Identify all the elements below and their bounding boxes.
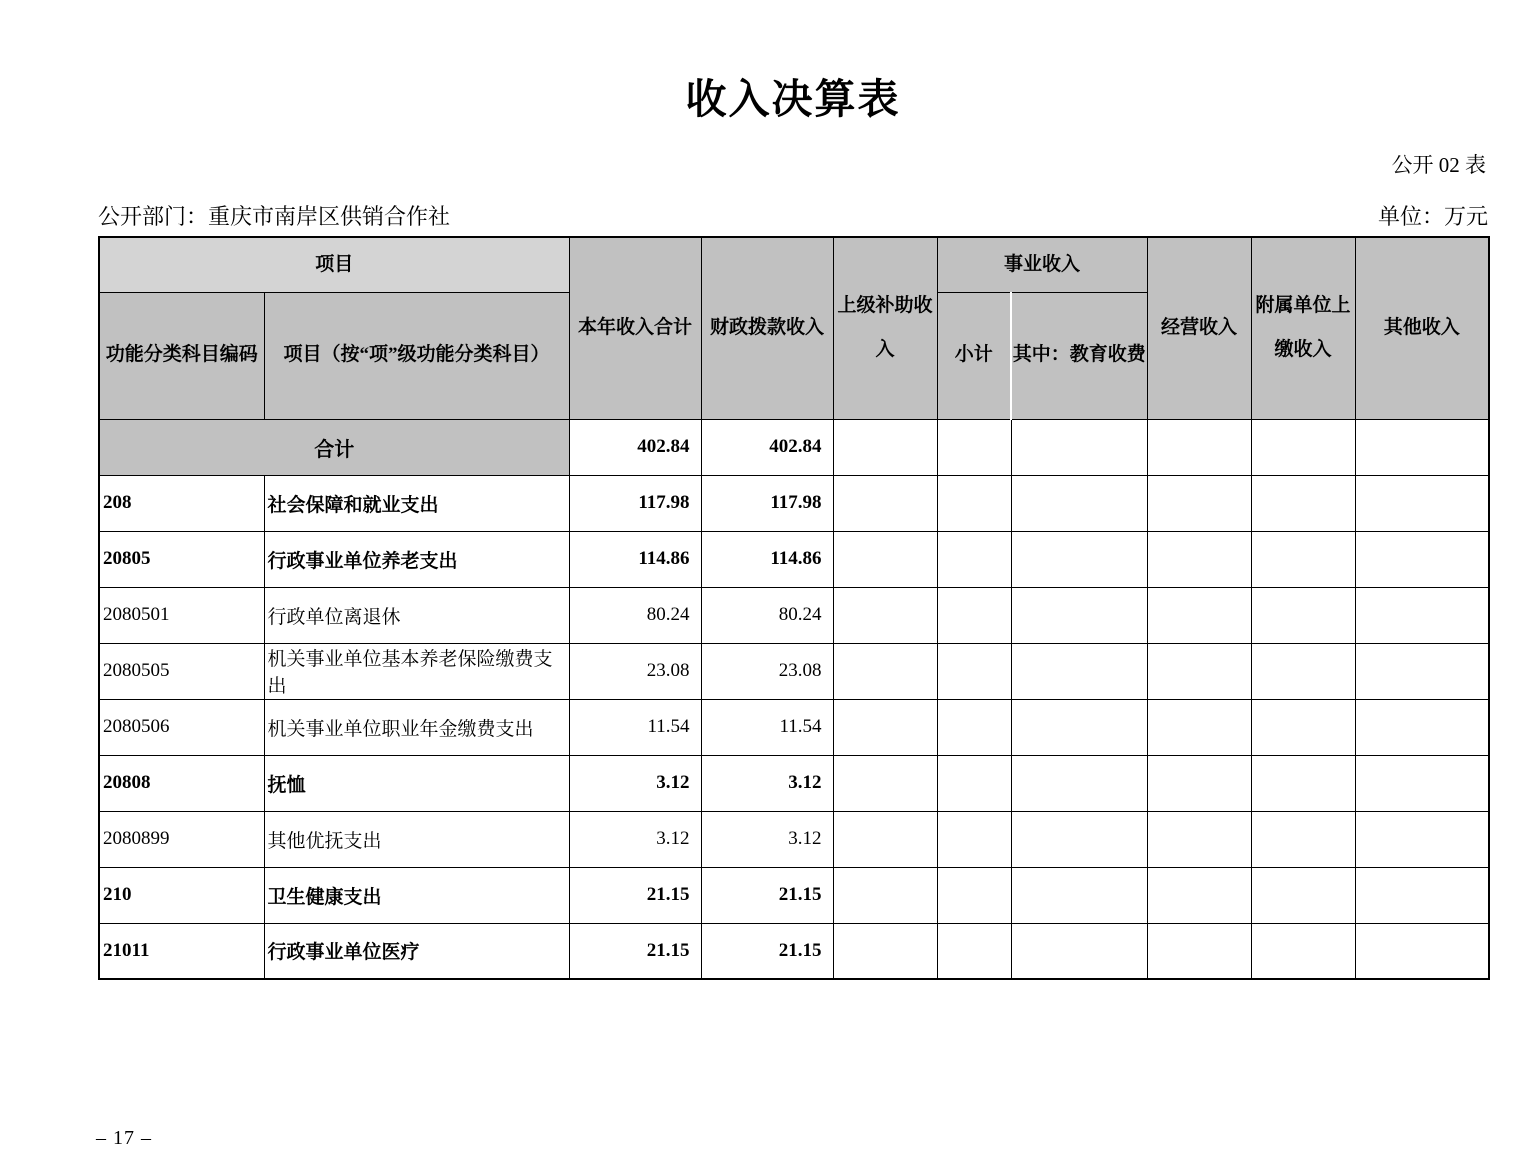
total-row: [99, 419, 1489, 475]
empty-cell: [1251, 699, 1355, 755]
empty-cell: [1355, 475, 1489, 531]
row-name: 行政事业单位养老支出: [264, 531, 569, 587]
row-name: 机关事业单位职业年金缴费支出: [264, 699, 569, 755]
empty-cell: [833, 755, 937, 811]
empty-cell: [1355, 643, 1489, 699]
row-code: 210: [99, 867, 264, 923]
empty-cell: [937, 587, 1011, 643]
row-annual-total: 23.08: [569, 643, 701, 699]
empty-cell: [833, 643, 937, 699]
empty-cell: [1251, 531, 1355, 587]
empty-cell: [937, 699, 1011, 755]
header-row-1: [99, 237, 1489, 292]
row-annual-total: 21.15: [569, 867, 701, 923]
row-code: 2080899: [99, 811, 264, 867]
empty-cell: [1355, 587, 1489, 643]
empty-cell: [937, 755, 1011, 811]
empty-cell: [1011, 419, 1147, 475]
empty-cell: [1355, 811, 1489, 867]
row-code: 208: [99, 475, 264, 531]
empty-cell: [1147, 419, 1251, 475]
table-row: [99, 587, 1489, 643]
empty-cell: [1147, 587, 1251, 643]
empty-cell: [833, 867, 937, 923]
empty-cell: [937, 923, 1011, 979]
empty-cell: [1251, 419, 1355, 475]
empty-cell: [937, 419, 1011, 475]
empty-cell: [937, 531, 1011, 587]
row-code: 21011: [99, 923, 264, 979]
row-fiscal: 117.98: [701, 475, 833, 531]
empty-cell: [1011, 811, 1147, 867]
table-row: [99, 699, 1489, 755]
empty-cell: [1011, 475, 1147, 531]
page-title: 收入决算表: [685, 76, 901, 122]
row-name: 抚恤: [264, 755, 569, 811]
table-row: [99, 475, 1489, 531]
department-label: 公开部门：重庆市南岸区供销合作社: [98, 204, 451, 230]
empty-cell: [1011, 587, 1147, 643]
empty-cell: [937, 475, 1011, 531]
empty-cell: [1147, 755, 1251, 811]
empty-cell: [1147, 811, 1251, 867]
empty-cell: [1147, 531, 1251, 587]
empty-cell: [1251, 643, 1355, 699]
row-annual-total: 3.12: [569, 755, 701, 811]
header-education-fee: 其中：教育收费: [1011, 292, 1147, 419]
row-name: 其他优抚支出: [264, 811, 569, 867]
empty-cell: [833, 419, 937, 475]
empty-cell: [1251, 755, 1355, 811]
header-item-name: 项目（按“项”级功能分类科目）: [264, 292, 569, 419]
header-business-income-group: 事业收入: [937, 237, 1147, 292]
empty-cell: [1011, 923, 1147, 979]
row-name: 行政单位离退休: [264, 587, 569, 643]
empty-cell: [833, 699, 937, 755]
empty-cell: [833, 811, 937, 867]
empty-cell: [1355, 923, 1489, 979]
row-code: 2080501: [99, 587, 264, 643]
table-row: [99, 531, 1489, 587]
row-code: 2080505: [99, 643, 264, 699]
empty-cell: [1355, 419, 1489, 475]
table-row: [99, 643, 1489, 699]
total-row-annual: 402.84: [569, 419, 701, 475]
header-function-code: 功能分类科目编码: [99, 292, 264, 419]
empty-cell: [1011, 531, 1147, 587]
empty-cell: [833, 475, 937, 531]
row-name: 社会保障和就业支出: [264, 475, 569, 531]
row-annual-total: 21.15: [569, 923, 701, 979]
row-name: 卫生健康支出: [264, 867, 569, 923]
table-header: [99, 237, 1489, 419]
form-code-label: 公开 02 表: [1391, 153, 1486, 178]
header-affiliated-income: 附属单位上缴收入: [1251, 237, 1355, 419]
table-row: [99, 867, 1489, 923]
row-annual-total: 11.54: [569, 699, 701, 755]
meta-row: [98, 200, 1488, 231]
empty-cell: [1011, 755, 1147, 811]
row-code: 20805: [99, 531, 264, 587]
table-row: [99, 923, 1489, 979]
row-annual-total: 3.12: [569, 811, 701, 867]
header-other-income: 其他收入: [1355, 237, 1489, 419]
empty-cell: [1251, 475, 1355, 531]
header-subtotal: 小计: [937, 292, 1011, 419]
empty-cell: [1355, 755, 1489, 811]
row-annual-total: 80.24: [569, 587, 701, 643]
empty-cell: [1251, 587, 1355, 643]
row-fiscal: 3.12: [701, 755, 833, 811]
header-fiscal-appropriation: 财政拨款收入: [701, 237, 833, 419]
empty-cell: [937, 811, 1011, 867]
income-table: [98, 236, 1490, 980]
empty-cell: [1011, 699, 1147, 755]
empty-cell: [1147, 867, 1251, 923]
empty-cell: [833, 531, 937, 587]
empty-cell: [1355, 699, 1489, 755]
unit-label: 单位：万元: [1377, 204, 1488, 230]
row-fiscal: 3.12: [701, 811, 833, 867]
income-table-body: [99, 419, 1489, 979]
empty-cell: [1011, 867, 1147, 923]
empty-cell: [1251, 867, 1355, 923]
document-page: [98, 76, 1488, 980]
row-code: 20808: [99, 755, 264, 811]
empty-cell: [1251, 811, 1355, 867]
empty-cell: [1147, 699, 1251, 755]
table-row: [99, 811, 1489, 867]
row-name: 机关事业单位基本养老保险缴费支出: [264, 643, 569, 699]
header-operating-income: 经营收入: [1147, 237, 1251, 419]
total-row-label: 合计: [99, 419, 569, 475]
row-fiscal: 23.08: [701, 643, 833, 699]
empty-cell: [1147, 475, 1251, 531]
header-project-group: 项目: [99, 237, 569, 292]
table-row: [99, 755, 1489, 811]
empty-cell: [833, 587, 937, 643]
empty-cell: [1355, 867, 1489, 923]
total-row-fiscal: 402.84: [701, 419, 833, 475]
row-fiscal: 21.15: [701, 923, 833, 979]
row-annual-total: 117.98: [569, 475, 701, 531]
row-name: 行政事业单位医疗: [264, 923, 569, 979]
empty-cell: [1355, 531, 1489, 587]
row-fiscal: 21.15: [701, 867, 833, 923]
row-code: 2080506: [99, 699, 264, 755]
row-fiscal: 80.24: [701, 587, 833, 643]
empty-cell: [1251, 923, 1355, 979]
page-number: – 17 –: [96, 1127, 152, 1149]
header-annual-income-total: 本年收入合计: [569, 237, 701, 419]
empty-cell: [937, 867, 1011, 923]
empty-cell: [833, 923, 937, 979]
header-superior-subsidy: 上级补助收入: [833, 237, 937, 419]
empty-cell: [1147, 923, 1251, 979]
row-fiscal: 11.54: [701, 699, 833, 755]
row-annual-total: 114.86: [569, 531, 701, 587]
empty-cell: [1011, 643, 1147, 699]
row-fiscal: 114.86: [701, 531, 833, 587]
empty-cell: [1147, 643, 1251, 699]
empty-cell: [937, 643, 1011, 699]
